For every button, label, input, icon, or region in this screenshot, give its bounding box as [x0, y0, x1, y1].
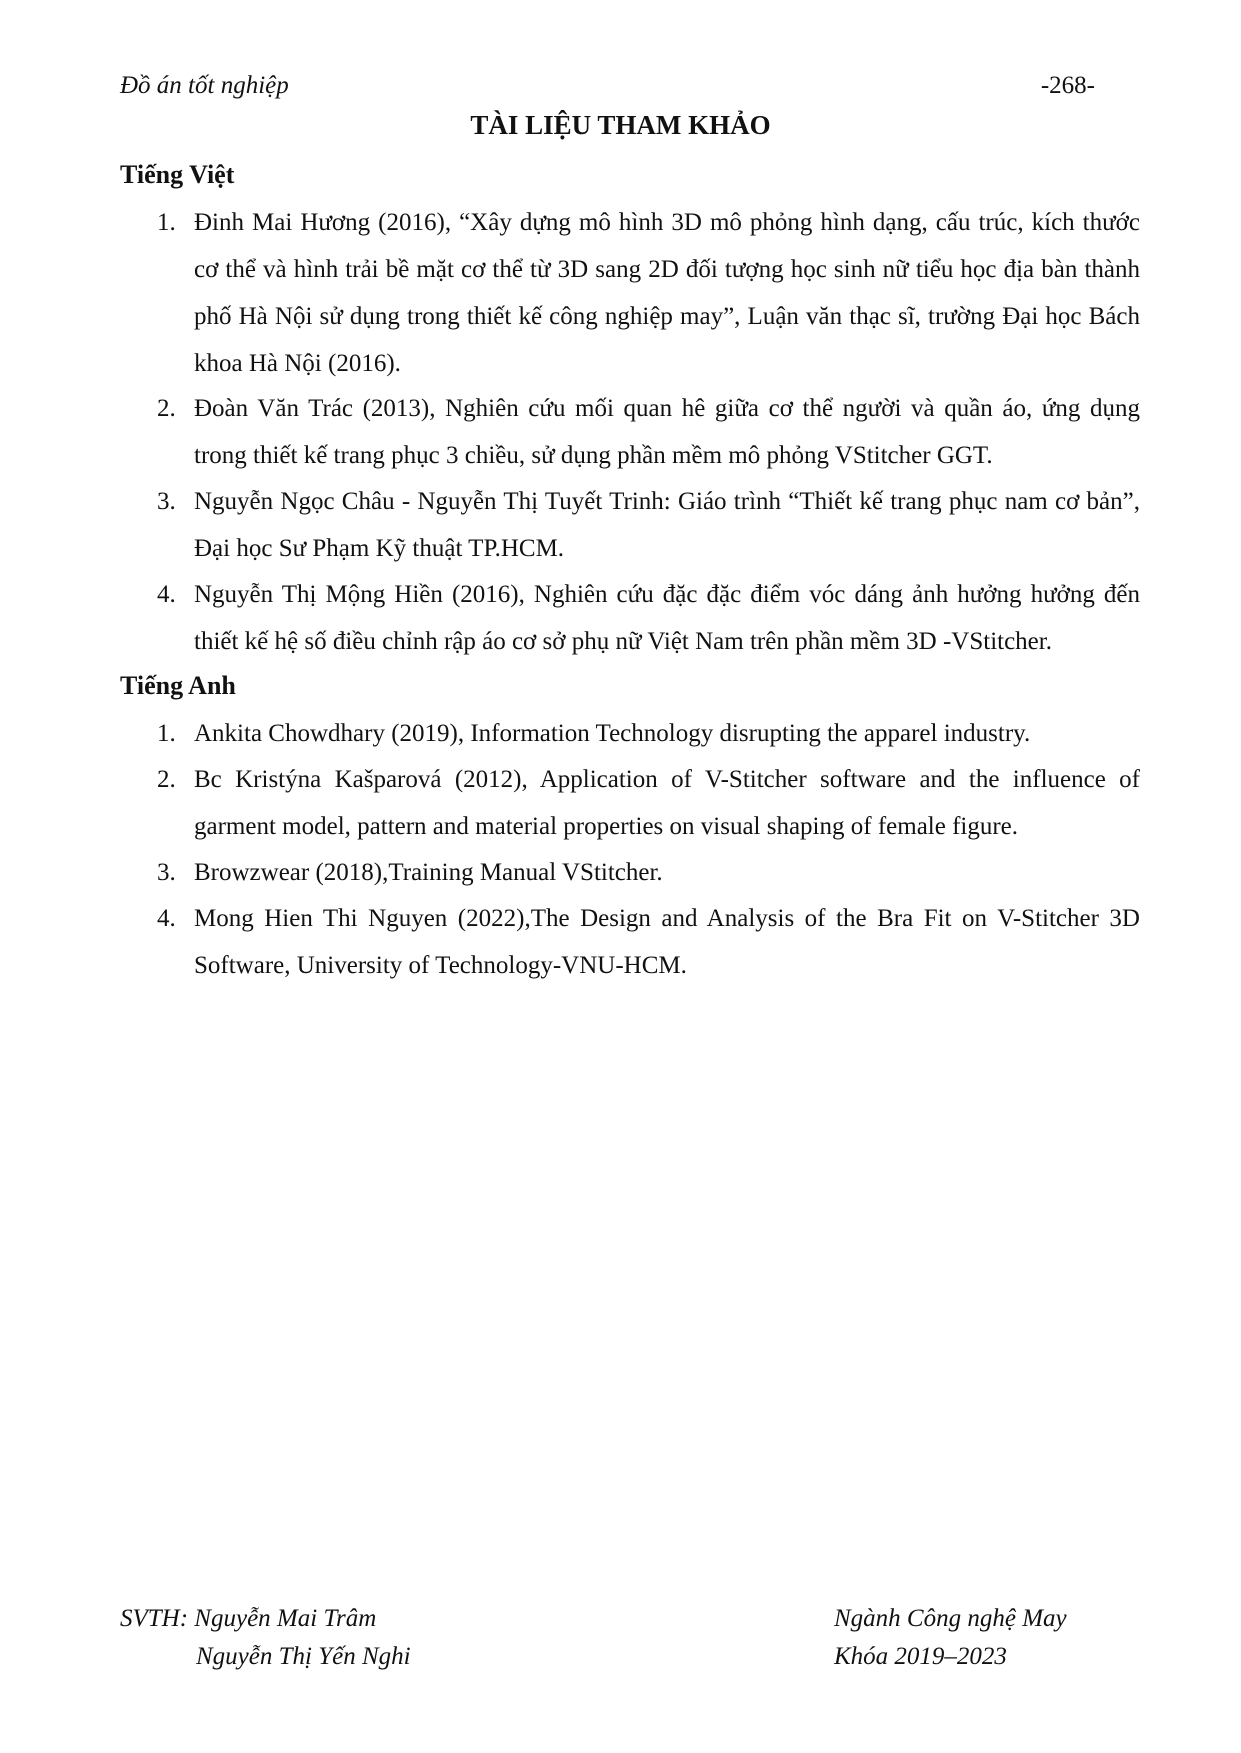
reference-text: Ankita Chowdhary (2019), Information Technology disrupting the apparel industry.: [194, 720, 1031, 747]
reference-text: Nguyễn Thị Mộng Hiền (2016), Nghiên cứu đặc đặc điểm vóc dáng ảnh hưởng hưởng đến thiết kế hệ số điều chỉnh rập áo cơ sở phụ nữ Việt Nam trên phần mềm 3D -VStitcher.: [194, 581, 1140, 655]
footer-left: [120, 1600, 411, 1676]
footer-cohort: Khóa 2019–2023: [834, 1643, 1007, 1670]
reference-number: 3.: [157, 488, 176, 515]
reference-text: Đinh Mai Hương (2016), “Xây dựng mô hình 3D mô phỏng hình dạng, cấu trúc, kích thước cơ thể và hình trải bề mặt cơ thể từ 3D sang 2D đối tượng học sinh nữ tiểu học địa bàn thành phố Hà Nội sử dụng trong thiết kế công nghiệp may”, Luận văn thạc sĩ, trường Đại học Bách khoa Hà Nội (2016).: [194, 209, 1140, 377]
reference-number: 1.: [157, 209, 176, 236]
reference-number: 3.: [157, 859, 176, 886]
reference-item: [157, 478, 1140, 572]
reference-number: 4.: [157, 581, 176, 608]
reference-number: 2.: [157, 395, 176, 422]
reference-item: [157, 895, 1140, 989]
reference-number: 4.: [157, 905, 176, 932]
reference-item: [157, 385, 1140, 479]
reference-item: [157, 199, 1140, 387]
reference-text: Đoàn Văn Trác (2013), Nghiên cứu mối quan hê giữa cơ thể người và quần áo, ứng dụng trong thiết kế trang phục 3 chiều, sử dụng phần mềm mô phỏng VStitcher GGT.: [194, 395, 1140, 469]
reference-item: [157, 756, 1140, 850]
reference-item: [157, 571, 1140, 665]
reference-item: [157, 849, 1140, 896]
reference-text: Mong Hien Thi Nguyen (2022),The Design and Analysis of the Bra Fit on V-Stitcher 3D Software, University of Technology-VNU-HCM.: [194, 905, 1140, 979]
page-title: TÀI LIỆU THAM KHẢO: [470, 110, 771, 140]
reference-text: Bc Kristýna Kašparová (2012), Application of V-Stitcher software and the influence of garment model, pattern and material properties on visual shaping of female figure.: [194, 766, 1140, 840]
reference-number: 1.: [157, 720, 176, 747]
reference-item: [157, 710, 1140, 757]
reference-text: Nguyễn Ngọc Châu - Nguyễn Thị Tuyết Trinh: Giáo trình “Thiết kế trang phục nam cơ bản”, Đại học Sư Phạm Kỹ thuật TP.HCM.: [194, 488, 1140, 562]
reference-number: 2.: [157, 766, 176, 793]
footer-author-1: SVTH: Nguyễn Mai Trâm: [120, 1605, 377, 1632]
header-left: Đồ án tốt nghiệp: [120, 72, 289, 99]
footer-author-2: Nguyễn Thị Yến Nghi: [196, 1643, 411, 1670]
section-heading-english: Tiếng Anh: [120, 671, 236, 700]
reference-text: Browzwear (2018),Training Manual VStitcher.: [194, 859, 663, 886]
footer-major: Ngành Công nghệ May: [834, 1605, 1067, 1632]
section-heading-vietnamese: Tiếng Việt: [120, 160, 235, 189]
page-number: -268-: [1040, 72, 1095, 99]
footer-right: [834, 1600, 1067, 1676]
